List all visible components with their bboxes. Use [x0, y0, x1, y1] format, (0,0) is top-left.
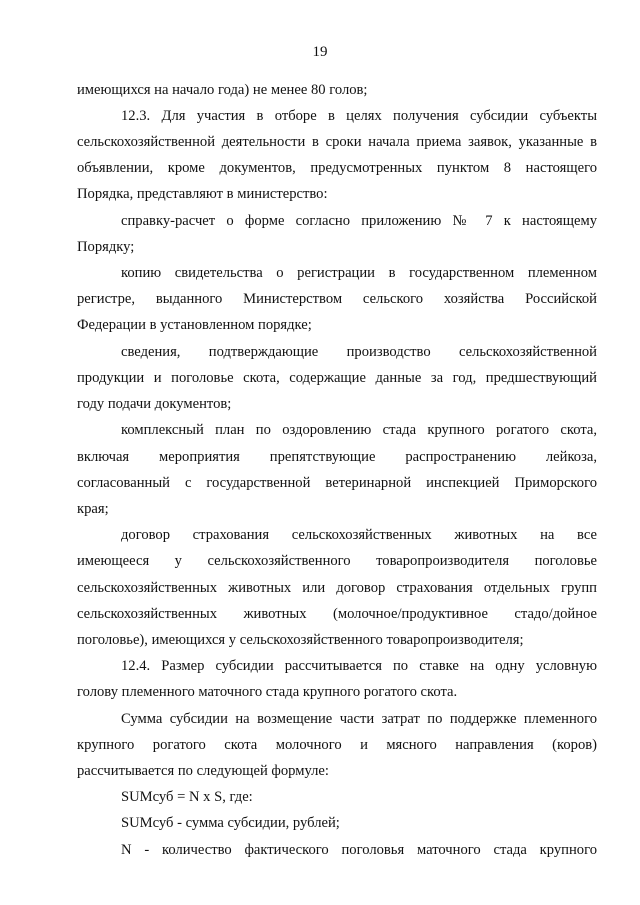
text-line: договор страхования сельскохозяйственных животных на все	[121, 527, 597, 543]
text-line: сельскохозяйственных животных или договор страхования отдельных групп	[77, 580, 597, 596]
text-line: Порядку;	[77, 239, 135, 255]
text-line: SUMсуб - сумма субсидии, рублей;	[121, 815, 340, 831]
text-line: согласованный с государственной ветеринарной инспекцией Приморского	[77, 475, 597, 491]
text-line: рассчитывается по следующей формуле:	[77, 763, 329, 779]
text-line: имеющееся у сельскохозяйственного товаропроизводителя поголовье	[77, 553, 597, 569]
formula: SUMсуб = N x S, где:	[121, 789, 253, 805]
text-line: сведения, подтверждающие производство сельскохозяйственной	[121, 344, 597, 360]
text-line: продукции и поголовье скота, содержащие данные за год, предшествующий	[77, 370, 597, 386]
text-line: 12.3. Для участия в отборе в целях получения субсидии субъекты	[121, 108, 597, 124]
text-line: имеющихся на начало года) не менее 80 голов;	[77, 82, 368, 98]
page-number: 19	[312, 44, 328, 60]
text-line: сельскохозяйственных животных (молочное/продуктивное стадо/дойное	[77, 606, 597, 622]
text-line: объявлении, кроме документов, предусмотренных пунктом 8 настоящего	[77, 160, 597, 176]
text-line: 12.4. Размер субсидии рассчитывается по ставке на одну условную	[121, 658, 597, 674]
text-line: края;	[77, 501, 109, 517]
text-line: году подачи документов;	[77, 396, 232, 412]
text-line: поголовье), имеющихся у сельскохозяйственного товаропроизводителя;	[77, 632, 524, 648]
text-line: справку-расчет о форме согласно приложению № 7 к настоящему	[121, 213, 597, 229]
text-line: голову племенного маточного стада крупного рогатого скота.	[77, 684, 458, 700]
text-line: Порядка, представляют в министерство:	[77, 186, 328, 202]
text-line: Федерации в установленном порядке;	[77, 317, 312, 333]
text-line: крупного рогатого скота молочного и мясного направления (коров)	[77, 737, 597, 753]
text-line: N - количество фактического поголовья маточного стада крупного	[121, 842, 597, 858]
text-line: комплексный план по оздоровлению стада крупного рогатого скота,	[121, 422, 597, 438]
text-line: сельскохозяйственной деятельности в сроки начала приема заявок, указанные в	[77, 134, 597, 150]
text-line: регистре, выданного Министерством сельского хозяйства Российской	[77, 291, 597, 307]
text-line: копию свидетельства о регистрации в государственном племенном	[121, 265, 597, 281]
text-line: Сумма субсидии на возмещение части затрат по поддержке племенного	[121, 711, 597, 727]
text-line: включая мероприятия препятствующие распространению лейкоза,	[77, 449, 597, 465]
